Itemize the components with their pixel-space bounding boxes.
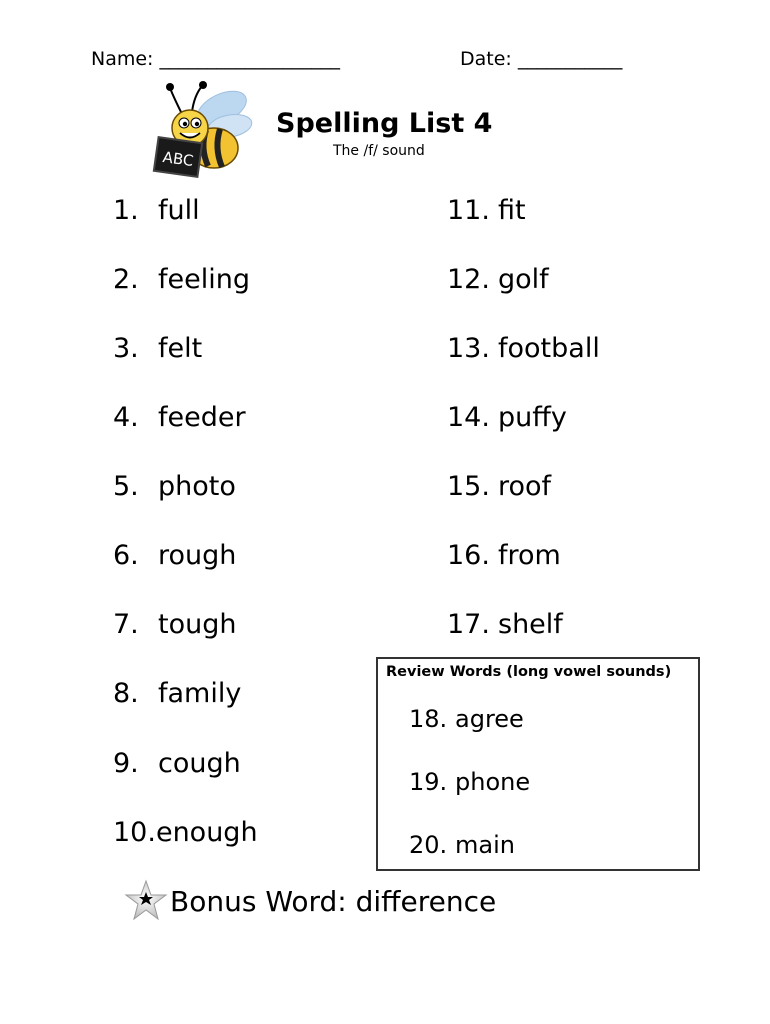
item-number: 18. xyxy=(409,705,448,733)
item-word: family xyxy=(158,678,242,709)
review-box-title: Review Words (long vowel sounds) xyxy=(386,664,672,680)
list-item xyxy=(113,402,246,433)
item-number: 9. xyxy=(113,748,139,779)
item-number: 15. xyxy=(447,471,490,502)
list-item xyxy=(113,333,202,364)
bonus-word: Bonus Word: difference xyxy=(170,885,497,918)
list-item xyxy=(447,264,549,295)
item-word: agree xyxy=(455,705,524,733)
item-word: feeling xyxy=(158,264,250,295)
page-title: Spelling List 4 xyxy=(276,108,493,139)
item-number: 7. xyxy=(113,609,139,640)
list-item xyxy=(447,402,567,433)
item-number: 10. xyxy=(113,817,156,848)
item-word: tough xyxy=(158,609,237,640)
item-number: 12. xyxy=(447,264,490,295)
name-field: Name: ___________________ xyxy=(91,48,340,70)
item-word: phone xyxy=(455,768,531,796)
item-number: 3. xyxy=(113,333,139,364)
list-item xyxy=(447,609,563,640)
item-word: shelf xyxy=(498,609,563,640)
item-word: felt xyxy=(158,333,203,364)
page-subtitle: The /f/ sound xyxy=(333,143,425,159)
item-word: golf xyxy=(498,264,549,295)
item-number: 11. xyxy=(447,195,490,226)
list-item xyxy=(113,678,241,709)
list-item xyxy=(113,471,236,502)
list-item xyxy=(113,817,258,848)
list-item xyxy=(447,540,561,571)
item-number: 19. xyxy=(409,768,448,796)
date-field: Date: ___________ xyxy=(460,48,623,70)
item-word: rough xyxy=(158,540,237,571)
list-item xyxy=(113,748,241,779)
item-number: 17. xyxy=(447,609,490,640)
item-number: 13. xyxy=(447,333,490,364)
item-number: 1. xyxy=(113,195,139,226)
item-word: feeder xyxy=(158,402,246,433)
list-item xyxy=(447,333,600,364)
item-word: football xyxy=(498,333,600,364)
item-number: 6. xyxy=(113,540,139,571)
list-item xyxy=(447,471,551,502)
item-number: 14. xyxy=(447,402,490,433)
list-item xyxy=(113,540,236,571)
bee-logo-icon xyxy=(152,78,262,186)
item-word: cough xyxy=(158,748,241,779)
star-icon xyxy=(124,878,168,922)
review-item xyxy=(409,831,515,859)
item-number: 20. xyxy=(409,831,448,859)
item-number: 5. xyxy=(113,471,139,502)
item-number: 4. xyxy=(113,402,139,433)
review-item xyxy=(409,768,530,796)
list-item xyxy=(447,195,526,226)
item-word: enough xyxy=(155,817,258,848)
item-word: roof xyxy=(498,471,552,502)
logo-abc-text: ABC xyxy=(161,147,195,171)
item-number: 8. xyxy=(113,678,139,709)
item-word: full xyxy=(158,195,200,226)
item-word: fit xyxy=(498,195,526,226)
list-item xyxy=(113,264,250,295)
item-word: from xyxy=(498,540,561,571)
review-item xyxy=(409,705,524,733)
item-number: 2. xyxy=(113,264,139,295)
item-word: photo xyxy=(158,471,236,502)
list-item xyxy=(113,609,236,640)
item-word: puffy xyxy=(498,402,567,433)
item-word: main xyxy=(455,831,515,859)
item-number: 16. xyxy=(447,540,490,571)
list-item xyxy=(113,195,200,226)
